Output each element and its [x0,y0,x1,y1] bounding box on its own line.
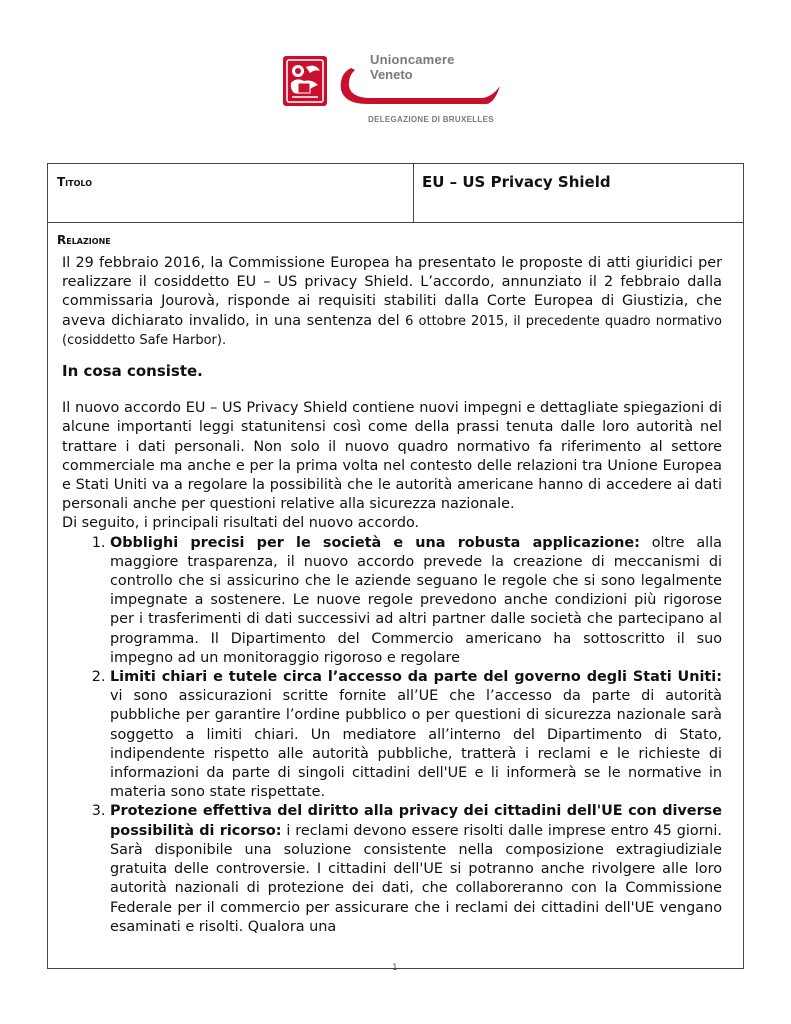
list-item-title: Protezione effettiva del diritto alla privacy dei cittadini dell'UE con diverse possibilità di ricorso: [110,803,722,839]
list-item [110,534,722,668]
list-item-text: vi sono assicurazioni scritte fornite all’UE che l’accesso da parte di autorità pubbliche per garantire l’ordine pubblico o per questioni di sicurezza nazionale sarà soggetto a limiti chiari. Un mediatore all’interno del Dipartimento di Stato, indipendente rispetto alle autorità pubbliche, tratterà i reclami e le richieste di informazioni da parte di singoli cittadini dell'UE e li informerà se le normative in materia sono state rispettate. [110,688,722,801]
delegation-label: DELEGAZIONE DI BRUXELLES [368,115,494,124]
document-table [47,163,744,969]
title-row [48,164,743,223]
swoosh-icon [337,64,502,106]
description-paragraph: Il nuovo accordo EU – US Privacy Shield contiene nuovi impegni e dettagliate spiegazioni di alcune importanti leggi statunitensi così come della prassi tenuta dalle loro autorità nel trattare i dati personali. Non solo il nuovo quadro normativo fa riferimento al settore commerciale ma anche e per la prima volta nel contesto delle relazioni tra Unione Europea e Stati Uniti va a regolare la possibilità che le autorità americane hanno di accedere ai dati personali anche per questioni relative alla sicurezza nazionale. [62,400,722,513]
intro-paragraph [62,254,722,350]
list-item-text: oltre alla maggiore trasparenza, il nuovo accordo prevede la creazione di meccanismi di controllo che si assicurino che le aziende seguano le regole che si sono legalmente impegnate a sostenere. Le nuove regole prevedono anche condizioni più rigorose per i trasferimenti di dati successivi ad altri partner dalle società che partecipano al programma. Il Dipartimento del Commercio americano ha sottoscritto il suo impegno ad un monitoraggio rigoroso e regolare [110,534,722,666]
org-name-line2: Veneto [370,67,413,82]
column-divider [413,164,414,222]
list-intro: Di seguito, i principali risultati del nuovo accordo. [62,515,420,532]
list-item [110,802,722,936]
relazione-label: Relazione [57,233,111,247]
unioncamere-logo [282,52,512,128]
intro-text-small: 6 ottobre 2015, il precedente quadro normativo (cosiddetto Safe Harbor). [62,313,722,348]
list-item-text: i reclami devono essere risolti dalle imprese entro 45 giorni. Sarà disponibile una soluzione consistente nella composizione extragiudiziale gratuita delle controversie. I cittadini dell'UE si potranno anche rivolgere alle loro autorità nazionali di protezione dei dati, che collaboreranno con la Commissione Federale per il commercio per assicurare che i reclami dei cittadini dell'UE vengano esaminati e risolti. Qualora una [110,822,722,935]
list-item-title: Limiti chiari e tutele circa l’accesso da parte del governo degli Stati Uniti: [110,669,722,686]
list-item-title: Obblighi precisi per le società e una robusta applicazione: [110,534,640,551]
list-item [110,668,722,802]
lion-emblem-icon [282,55,328,107]
org-name-line1: Unioncamere [370,52,455,67]
section-heading: In cosa consiste. [62,362,203,381]
relazione-content [62,254,722,937]
title-value: EU – US Privacy Shield [422,173,611,191]
intro-text: Il 29 febbraio 2016, la Commissione Europea ha presentato le proposte di atti giuridici per realizzare il cosiddetto EU – US privacy Shield. L’accordo, annunziato il 2 febbraio dalla commissaria Jourovà, risponde ai requisiti stabiliti dalla Corte Europea di Giustizia, che aveva dichiarato invalido, in una sentenza del [62,255,722,329]
results-list [62,534,722,937]
page-number: 1 [392,963,398,973]
title-label: Titolo [57,175,93,189]
